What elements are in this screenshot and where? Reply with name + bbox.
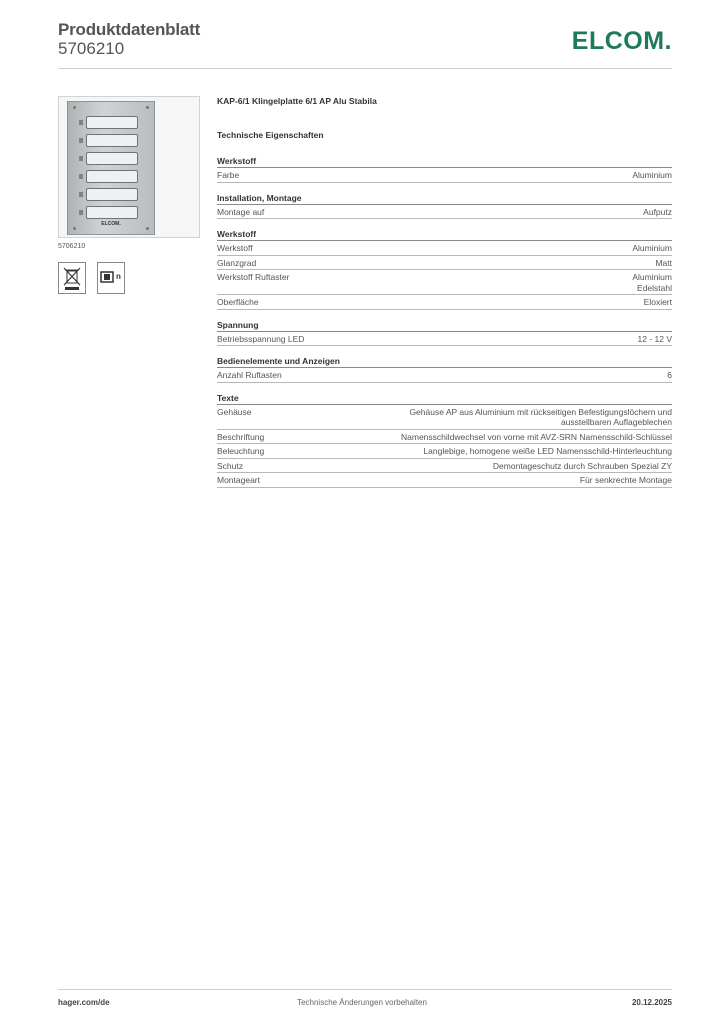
spec-key: Werkstoff Ruftaster <box>217 272 290 282</box>
product-title: KAP-6/1 Klingelplatte 6/1 AP Alu Stabila <box>217 96 377 106</box>
spec-key: Oberfläche <box>217 297 259 307</box>
install-symbol-text: n <box>116 272 121 281</box>
spec-row <box>217 241 672 256</box>
header-divider <box>58 68 672 69</box>
spec-value: Demontageschutz durch Schrauben Spezial ZY <box>492 460 672 471</box>
spec-row <box>217 256 672 271</box>
spec-row <box>217 405 672 430</box>
spec-key: Betriebsspannung LED <box>217 333 305 344</box>
section-heading: Werkstoff <box>217 229 672 241</box>
spec-key: Beschriftung <box>217 431 265 442</box>
section-heading: Installation, Montage <box>217 193 672 205</box>
properties-title: Technische Eigenschaften <box>217 130 324 140</box>
footer-disclaimer: Technische Änderungen vorbehalten <box>297 998 427 1007</box>
spec-value: Matt <box>655 257 672 268</box>
spec-value: Langlebige, homogene weiße LED Namensschild-Hinterleuchtung <box>423 446 672 456</box>
section-heading: Spannung <box>217 320 672 332</box>
section-heading: Texte <box>217 393 672 405</box>
screw-icon <box>73 227 76 230</box>
footer-website: hager.com/de <box>58 998 110 1007</box>
spec-row <box>217 295 672 310</box>
spec-row <box>217 332 672 347</box>
footer-divider <box>58 989 672 990</box>
bell-button <box>86 134 138 147</box>
spec-value: Gehäuse AP aus Aluminium mit rückseitigen Befestigungslöchern und ausstellbaren Auflageblechen <box>409 406 672 427</box>
weee-bin-icon <box>58 262 86 294</box>
elcom-logo: ELCOM. <box>571 27 672 55</box>
bell-button <box>86 206 138 219</box>
spec-value: 12 - 12 V <box>637 333 672 344</box>
bell-button <box>86 188 138 201</box>
spec-key: Schutz <box>217 460 243 471</box>
spec-row <box>217 459 672 474</box>
spec-key: Montageart <box>217 475 260 485</box>
spec-row <box>217 430 672 445</box>
screw-icon <box>146 106 149 109</box>
spec-table <box>217 156 672 488</box>
spec-value: Aluminium Edelstahl <box>632 272 672 293</box>
spec-key: Beleuchtung <box>217 446 265 456</box>
spec-row <box>217 205 672 220</box>
spec-value: Aluminium <box>632 243 672 253</box>
plate-logo: ELCOM. <box>101 221 121 227</box>
spec-key: Anzahl Ruftasten <box>217 370 282 380</box>
spec-row <box>217 270 672 295</box>
spec-value: Für senkrechte Montage <box>579 475 672 485</box>
section-heading: Werkstoff <box>217 156 672 168</box>
spec-value: 6 <box>667 370 672 380</box>
bell-button <box>86 116 138 129</box>
header-product-number: 5706210 <box>58 39 125 58</box>
doorbell-plate <box>67 101 155 235</box>
spec-key: Montage auf <box>217 206 265 217</box>
image-label: 5706210 <box>58 243 86 250</box>
spec-value: Aufputz <box>643 206 672 217</box>
spec-value: Eloxiert <box>643 297 672 307</box>
bell-button <box>86 170 138 183</box>
spec-row <box>217 444 672 459</box>
spec-row <box>217 168 672 183</box>
install-symbol-icon <box>97 262 125 294</box>
screw-icon <box>146 227 149 230</box>
footer-date: 20.12.2025 <box>631 998 672 1007</box>
spec-value: Aluminium <box>632 170 672 180</box>
product-image <box>58 96 200 238</box>
section-heading: Bedienelemente und Anzeigen <box>217 356 672 368</box>
bell-button <box>86 152 138 165</box>
spec-row <box>217 473 672 488</box>
header-title: Produktdatenblatt <box>58 20 201 39</box>
spec-key: Gehäuse <box>217 406 252 417</box>
spec-value: Namensschildwechsel von vorne mit AVZ-SRN Namensschild-Schlüssel <box>401 431 672 442</box>
spec-key: Werkstoff <box>217 243 253 253</box>
spec-row <box>217 368 672 383</box>
spec-key: Glanzgrad <box>217 257 257 268</box>
screw-icon <box>73 106 76 109</box>
spec-key: Farbe <box>217 170 240 180</box>
